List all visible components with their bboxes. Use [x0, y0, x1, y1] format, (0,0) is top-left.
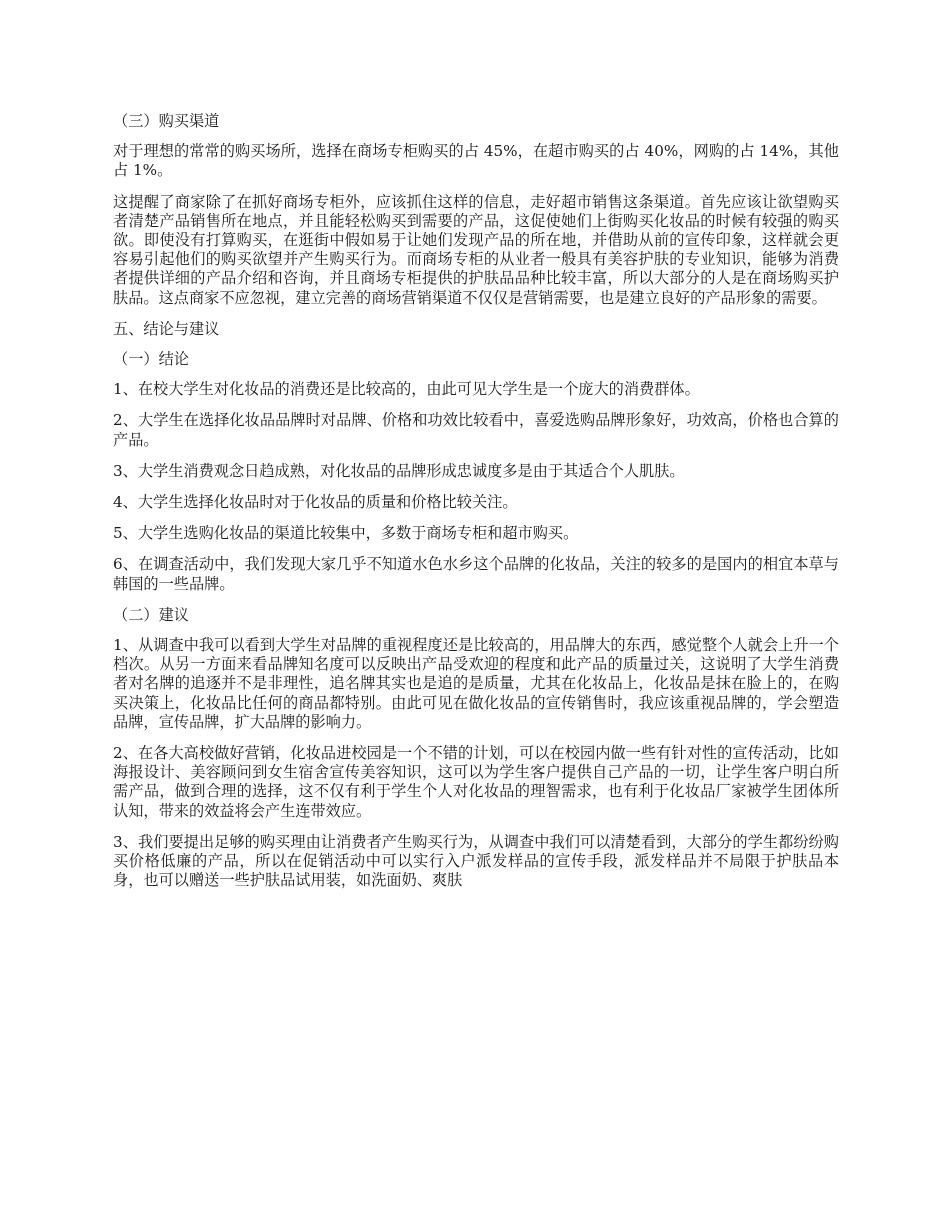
conclusion-item-1: 1、在校大学生对化妆品的消费还是比较高的，由此可见大学生是一个庞大的消费群体。 [113, 380, 700, 399]
section-heading-purchase-channel: （三）购买渠道 [113, 112, 220, 130]
paragraph-channel-advice: 这提醒了商家除了在抓好商场专柜外，应该抓住这样的信息，走好超市销售这条渠道。首先应该让欲望购买者清楚产品销售所在地点，并且能轻松购买到需要的产品，这促使她们上街购买化妆品的时候有较强的购买欲。即使没有打算购买，在逛街中假如易于让她们发现产品的所在地，并借助从前的宣传印象，这样就会更容易引起他们的购买欲望并产生购买行为。而商场专柜的从业者一般具有美容护肤的专业知识，能够为消费者提供详细的产品介绍和咨询，并且商场专柜提供的护肤品品种比较丰富，所以大部分的人是在商场购买护肤品。这点商家不应忽视，建立完善的商场营销渠道不仅仅是营销需要，也是建立良好的产品形象的需要。 [113, 192, 839, 307]
suggestion-item-2: 2、在各大高校做好营销，化妆品进校园是一个不错的计划，可以在校园内做一些有针对性的宣传活动，比如海报设计、美容顾问到女生宿舍宣传美容知识，这可以为学生客户提供自己产品的一切，让学生客户明白所需产品，做到合理的选择，这不仅有利于学生个人对化妆品的理智需求，也有利于化妆品厂家被学生团体所认知，带来的效益将会产生连带效应。 [113, 744, 839, 820]
conclusion-item-5: 5、大学生选购化妆品的渠道比较集中，多数于商场专柜和超市购买。 [113, 524, 579, 543]
suggestion-item-3: 3、我们要提出足够的购买理由让消费者产生购买行为，从调查中我们可以清楚看到，大部分的学生都纷纷购买价格低廉的产品，所以在促销活动中可以实行入户派发样品的宣传手段，派发样品并不局限于护肤品本身，也可以赠送一些护肤品试用装，如洗面奶、爽肤 [113, 832, 839, 890]
paragraph-purchase-stats: 对于理想的常常的购买场所，选择在商场专柜购买的占 45%，在超市购买的占 40%，网购的占 14%，其他占 1%。 [113, 142, 839, 180]
conclusion-item-4: 4、大学生选择化妆品时对于化妆品的质量和价格比较关注。 [113, 493, 518, 512]
suggestion-item-1: 1、从调查中我可以看到大学生对品牌的重视程度还是比较高的，用品牌大的东西，感觉整个人就会上升一个档次。从另一方面来看品牌知名度可以反映出产品受欢迎的程度和此产品的质量过关，这说明了大学生消费者对名牌的追逐并不是非理性，追名牌其实也是追的是质量，尤其在化妆品上，化妆品是抹在脸上的，在购买决策上，化妆品比任何的商品都特别。由此可见在做化妆品的宣传销售时，我应该重视品牌的，学会塑造品牌，宣传品牌，扩大品牌的影响力。 [113, 636, 839, 731]
conclusion-item-6: 6、在调查活动中，我们发现大家几乎不知道水色水乡这个品牌的化妆品，关注的较多的是国内的相宜本草与韩国的一些品牌。 [113, 555, 839, 593]
conclusion-item-3: 3、大学生消费观念日趋成熟，对化妆品的品牌形成忠诚度多是由于其适合个人肌肤。 [113, 461, 685, 480]
section-heading-conclusion-suggestion: 五、结论与建议 [113, 319, 220, 338]
conclusion-item-2: 2、大学生在选择化妆品品牌时对品牌、价格和功效比较看中，喜爱选购品牌形象好，功效高，价格也合算的产品。 [113, 411, 839, 449]
subsection-heading-conclusion: （一）结论 [113, 350, 189, 369]
document-page [113, 112, 839, 903]
subsection-heading-suggestion: （二）建议 [113, 605, 189, 624]
